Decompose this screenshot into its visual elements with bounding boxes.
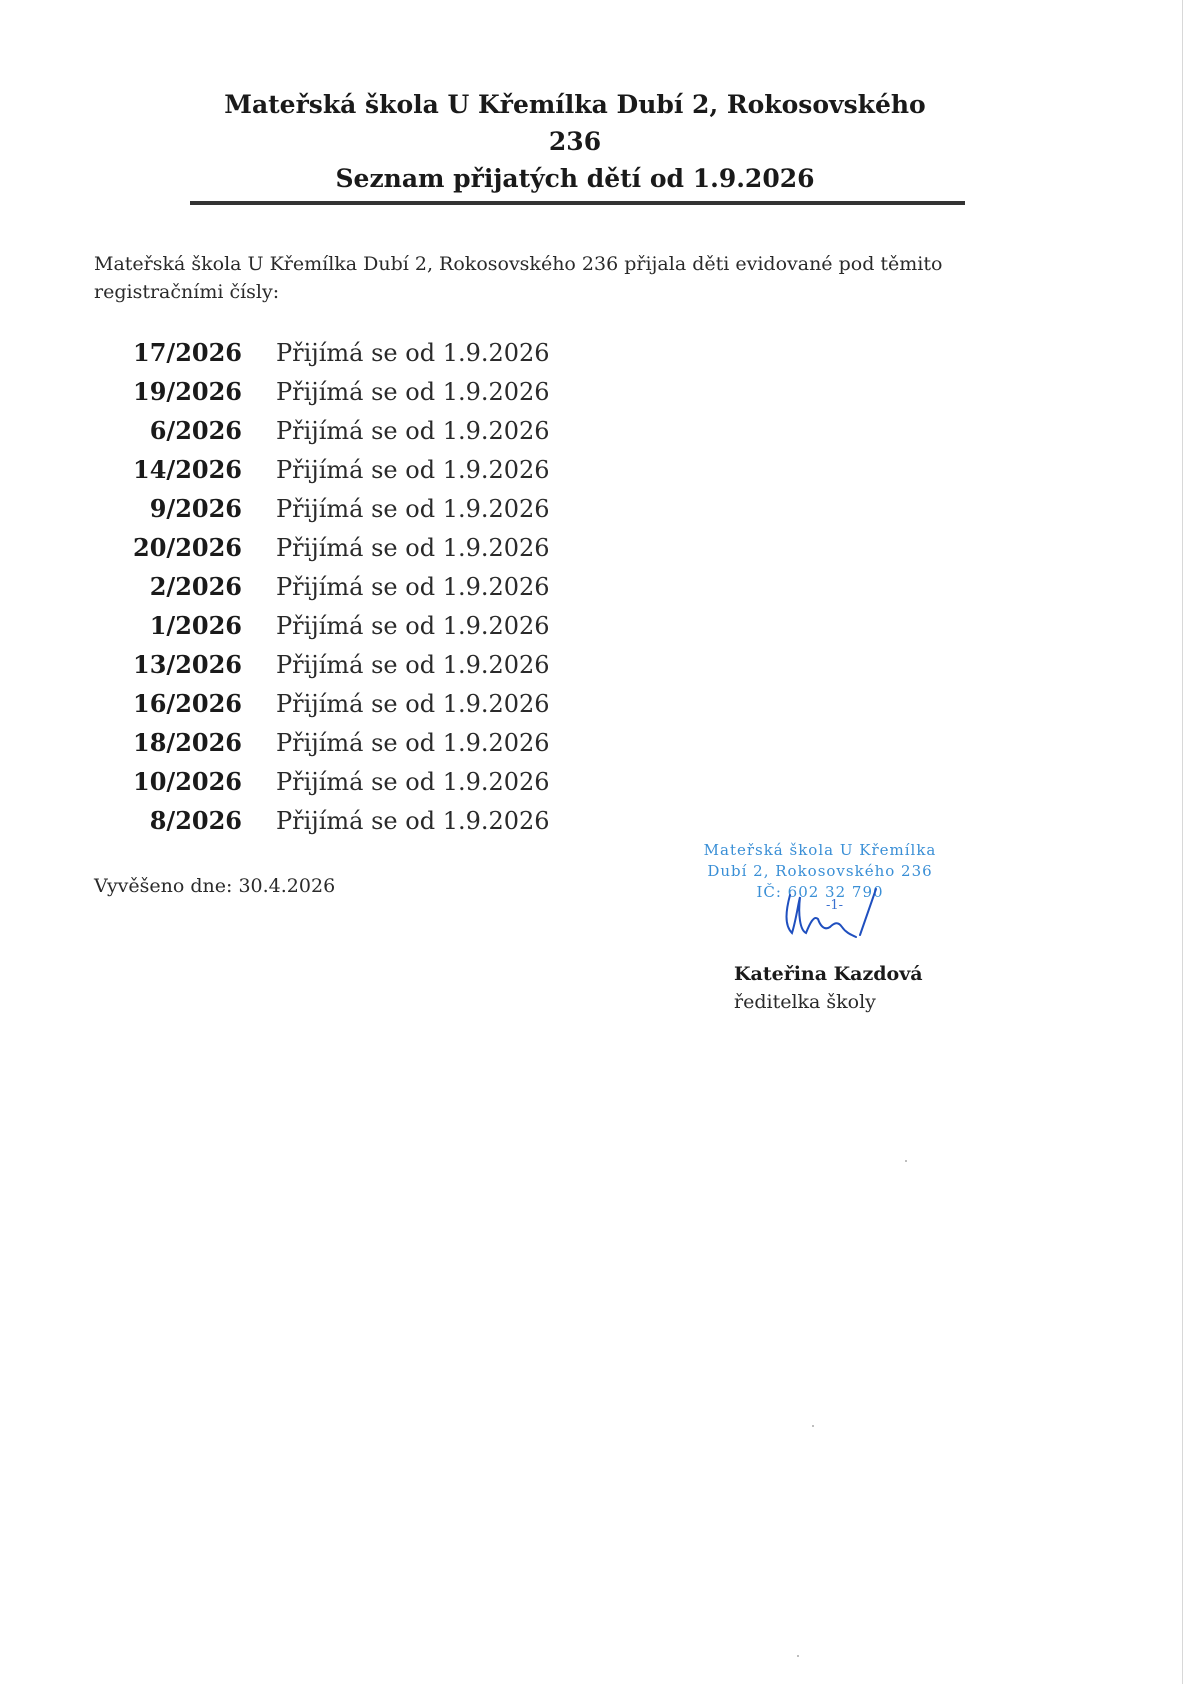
- list-item: [110, 377, 550, 416]
- registration-status: Přijímá se od 1.9.2026: [276, 339, 550, 367]
- registration-status: Přijímá se od 1.9.2026: [276, 378, 550, 406]
- registration-number: 20/2026: [133, 533, 242, 562]
- list-item: [110, 689, 550, 728]
- list-item: [110, 767, 550, 806]
- scan-page-edge: [1182, 0, 1183, 1684]
- page-mark: -1-: [826, 898, 844, 913]
- registration-status: Přijímá se od 1.9.2026: [276, 534, 550, 562]
- title-line-list: Seznam přijatých dětí od 1.9.2026: [335, 164, 815, 193]
- registration-status: Přijímá se od 1.9.2026: [276, 612, 550, 640]
- registration-status: Přijímá se od 1.9.2026: [276, 573, 550, 601]
- registration-number: 13/2026: [133, 650, 242, 679]
- registration-number: 10/2026: [133, 767, 242, 796]
- list-item: [110, 533, 550, 572]
- scan-speck: [812, 1425, 814, 1427]
- registration-status: Přijímá se od 1.9.2026: [276, 768, 550, 796]
- intro-paragraph: Mateřská škola U Křemílka Dubí 2, Rokosovského 236 přijala děti evidované pod těmito registračními čísly:: [94, 253, 943, 303]
- registration-number: 1/2026: [149, 611, 242, 640]
- title-line-school: Mateřská škola U Křemílka Dubí 2, Rokosovského: [224, 90, 926, 119]
- registration-status: Přijímá se od 1.9.2026: [276, 651, 550, 679]
- registration-status: Přijímá se od 1.9.2026: [276, 417, 550, 445]
- list-item: [110, 806, 550, 845]
- scan-speck: [797, 1655, 799, 1657]
- signer-name: Kateřina Kazdová: [734, 963, 923, 985]
- registration-number: 14/2026: [133, 455, 242, 484]
- registration-list: [110, 338, 550, 845]
- registration-number: 17/2026: [133, 338, 242, 367]
- signer-role: ředitelka školy: [734, 991, 876, 1013]
- registration-status: Přijímá se od 1.9.2026: [276, 729, 550, 757]
- list-item: [110, 572, 550, 611]
- registration-number: 16/2026: [133, 689, 242, 718]
- registration-number: 18/2026: [133, 728, 242, 757]
- title-line-number: 236: [548, 127, 602, 156]
- list-item: [110, 338, 550, 377]
- list-item: [110, 494, 550, 533]
- posted-date: Vyvěšeno dne: 30.4.2026: [94, 875, 336, 897]
- registration-status: Přijímá se od 1.9.2026: [276, 690, 550, 718]
- registration-status: Přijímá se od 1.9.2026: [276, 456, 550, 484]
- list-item: [110, 650, 550, 689]
- list-item: [110, 416, 550, 455]
- registration-number: 9/2026: [149, 494, 242, 523]
- handwritten-signature-icon: [780, 885, 880, 943]
- registration-status: Přijímá se od 1.9.2026: [276, 807, 550, 835]
- list-item: [110, 728, 550, 767]
- stamp-line-id: IČ: 602 32 790: [756, 883, 884, 901]
- registration-number: 6/2026: [149, 416, 242, 445]
- registration-number: 19/2026: [133, 377, 242, 406]
- title-underline: [190, 201, 965, 205]
- stamp-line-name: Mateřská škola U Křemílka: [703, 841, 937, 859]
- document-title: [190, 86, 960, 197]
- stamp-line-address: Dubí 2, Rokosovského 236: [707, 862, 933, 880]
- signer-block: [734, 960, 923, 1016]
- registration-status: Přijímá se od 1.9.2026: [276, 495, 550, 523]
- registration-number: 8/2026: [149, 806, 242, 835]
- scan-speck: [905, 1160, 907, 1162]
- list-item: [110, 455, 550, 494]
- list-item: [110, 611, 550, 650]
- registration-number: 2/2026: [149, 572, 242, 601]
